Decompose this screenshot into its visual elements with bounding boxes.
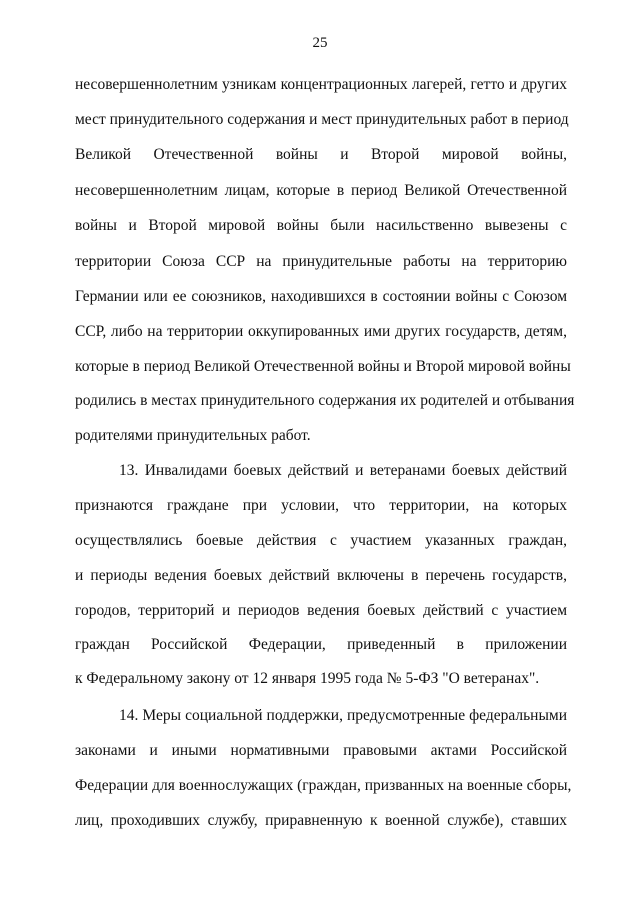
text-line: территории Союза ССР на принудительные работы на территорию	[75, 253, 567, 270]
text-line: Великой Отечественной войны и Второй мировой войны,	[75, 146, 567, 163]
text-line: родились в местах принудительного содержания их родителей и отбывания	[75, 392, 575, 409]
text-line: несовершеннолетним узникам концентрационных лагерей, гетто и других	[75, 76, 567, 93]
text-line: и периоды ведения боевых действий включены в перечень государств,	[75, 567, 567, 584]
text-line: войны и Второй мировой войны были насильственно вывезены с	[75, 217, 567, 234]
paragraph-14-first-line: 14. Меры социальной поддержки, предусмотренные федеральными	[119, 707, 567, 724]
text-line: несовершеннолетним лицам, которые в период Великой Отечественной	[75, 182, 567, 199]
text-line: которые в период Великой Отечественной войны и Второй мировой войны	[75, 358, 571, 375]
text-line: Федерации для военнослужащих (граждан, призванных на военные сборы,	[75, 777, 572, 794]
text-line: мест принудительного содержания и мест принудительных работ в период	[75, 111, 569, 128]
paragraph-13-first-line: 13. Инвалидами боевых действий и ветеранами боевых действий	[119, 462, 567, 479]
text-line: родителями принудительных работ.	[75, 427, 311, 444]
text-line: городов, территорий и периодов ведения боевых действий с участием	[75, 602, 567, 619]
text-line: к Федеральному закону от 12 января 1995 года № 5-ФЗ "О ветеранах".	[75, 670, 540, 687]
text-line: осуществлялись боевые действия с участием указанных граждан,	[75, 532, 567, 549]
page-number: 25	[312, 35, 328, 51]
text-line: признаются граждане при условии, что территории, на которых	[75, 497, 567, 514]
text-line: законами и иными нормативными правовыми актами Российской	[75, 742, 567, 759]
text-line: лиц, проходивших службу, приравненную к военной службе), ставших	[75, 812, 567, 829]
text-line: Германии или ее союзников, находившихся в состоянии войны с Союзом	[75, 288, 567, 305]
text-line: ССР, либо на территории оккупированных ими других государств, детям,	[75, 323, 567, 340]
text-line: граждан Российской Федерации, приведенный в приложении	[75, 636, 567, 653]
